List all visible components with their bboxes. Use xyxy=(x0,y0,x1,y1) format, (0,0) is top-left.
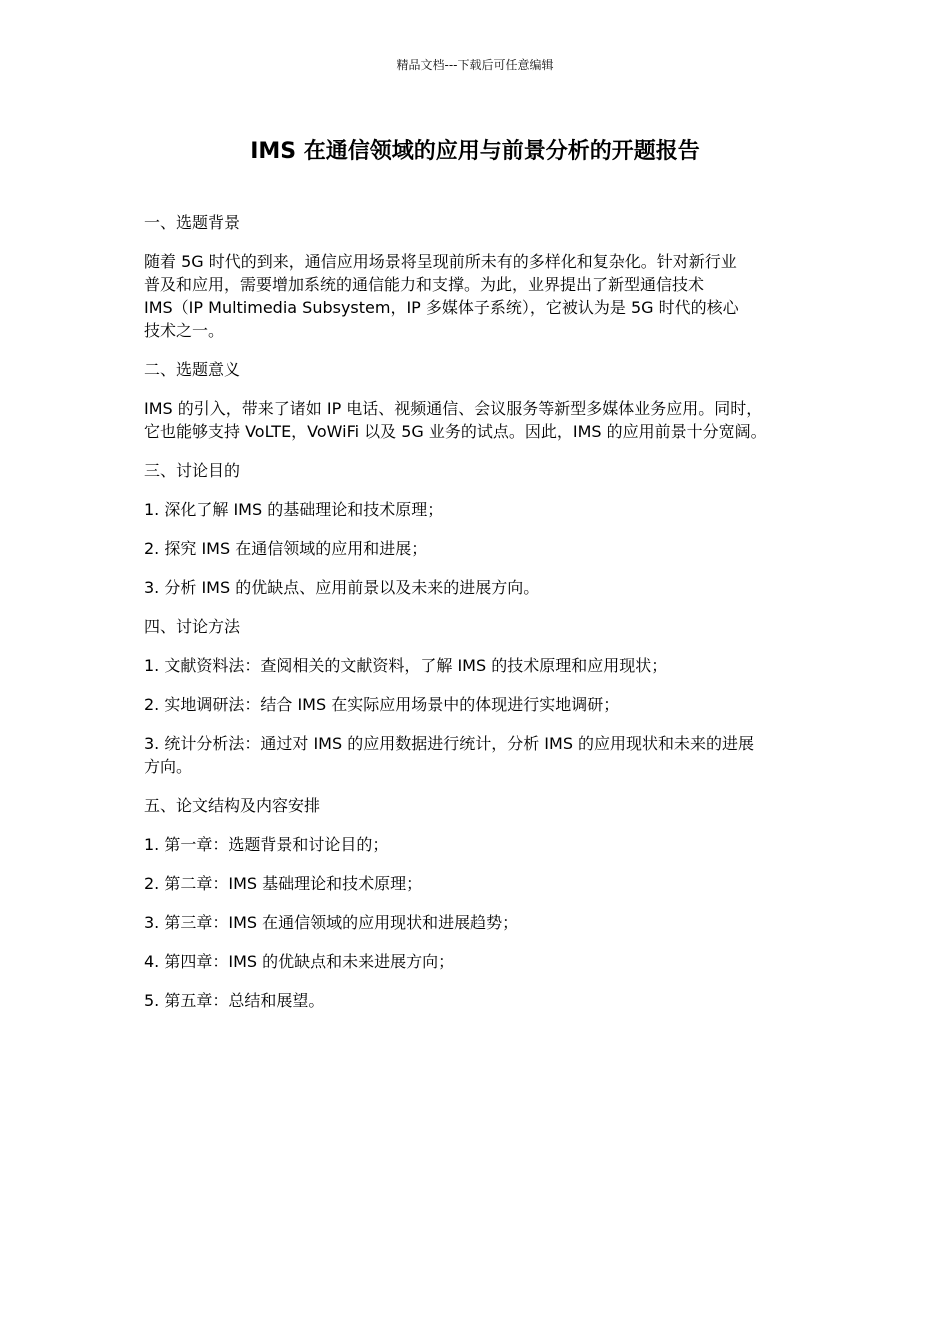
background-paragraph: 随着 5G 时代的到来，通信应用场景将呈现前所未有的多样化和复杂化。针对新行业 普及和应用，需要增加系统的通信能力和支撑。为此，业界提出了新型通信技术 IMS（IP Multimedia Subsystem，IP 多媒体子系统），它被认为是 5G 时代的核心 技术之一。 xyxy=(144,252,739,340)
method-item: 1. 文献资料法：查阅相关的文献资料，了解 IMS 的技术原理和应用现状； xyxy=(144,656,668,675)
method-item: 2. 实地调研法：结合 IMS 在实际应用场景中的体现进行实地调研； xyxy=(144,695,620,714)
method-item: 3. 统计分析法：通过对 IMS 的应用数据进行统计，分析 IMS 的应用现状和未来的进展 方向。 xyxy=(144,734,755,776)
document-body xyxy=(144,211,824,1028)
section-heading-objectives: 三、讨论目的 xyxy=(144,461,241,480)
significance-paragraph: IMS 的引入，带来了诸如 IP 电话、视频通信、会议服务等新型多媒体业务应用。同时， 它也能够支持 VoLTE，VoWiFi 以及 5G 业务的试点。因此，IMS 的应用前景十分宽阔。 xyxy=(144,399,767,441)
section-heading-significance: 二、选题意义 xyxy=(144,360,241,379)
header-note: 精品文档---下载后可任意编辑 xyxy=(396,58,554,72)
section-heading-structure: 五、论文结构及内容安排 xyxy=(144,796,321,815)
chapter-item: 1. 第一章：选题背景和讨论目的； xyxy=(144,835,389,854)
objective-item: 1. 深化了解 IMS 的基础理论和技术原理； xyxy=(144,500,444,519)
chapter-item: 2. 第二章：IMS 基础理论和技术原理； xyxy=(144,874,423,893)
page-title: IMS 在通信领域的应用与前景分析的开题报告 xyxy=(250,139,700,164)
chapter-item: 5. 第五章：总结和展望。 xyxy=(144,991,325,1010)
section-heading-methods: 四、讨论方法 xyxy=(144,617,241,636)
objective-item: 2. 探究 IMS 在通信领域的应用和进展； xyxy=(144,539,428,558)
chapter-item: 4. 第四章：IMS 的优缺点和未来进展方向； xyxy=(144,952,455,971)
chapter-item: 3. 第三章：IMS 在通信领域的应用现状和进展趋势； xyxy=(144,913,519,932)
section-heading-background: 一、选题背景 xyxy=(144,213,241,232)
objective-item: 3. 分析 IMS 的优缺点、应用前景以及未来的进展方向。 xyxy=(144,578,540,597)
